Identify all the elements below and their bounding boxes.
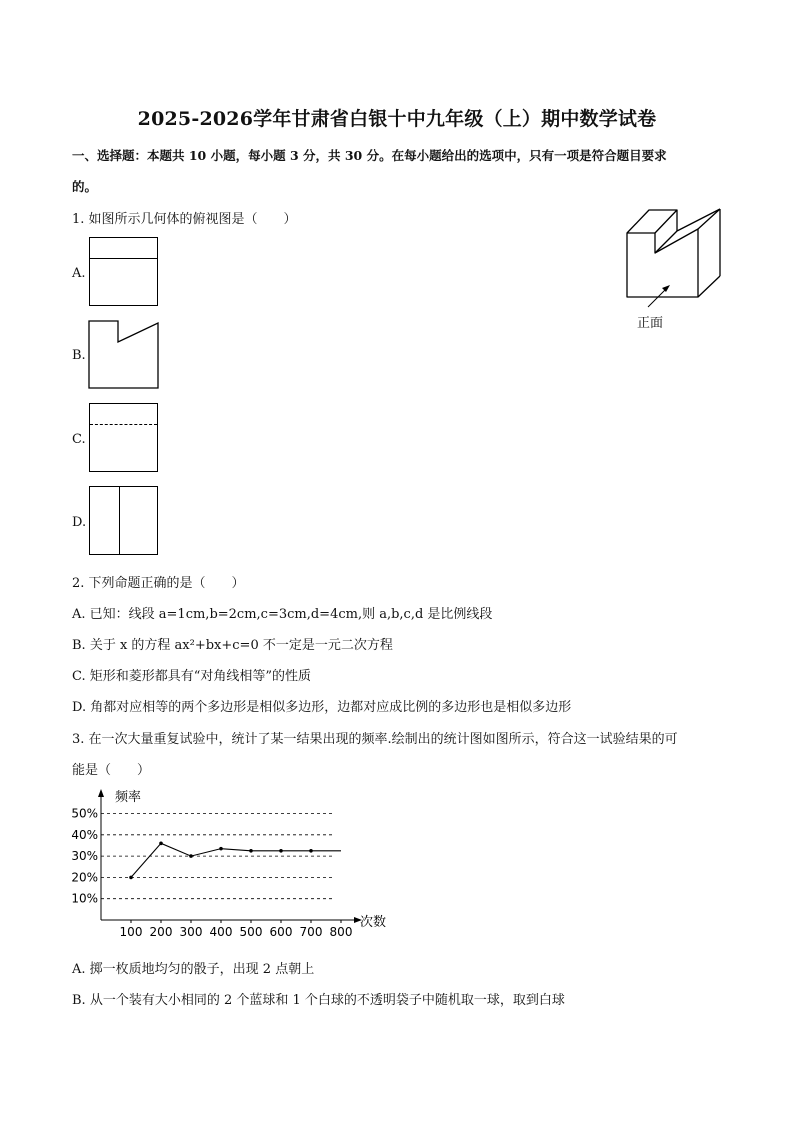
q1-option-a-label[interactable]: A. <box>72 266 86 281</box>
q1-option-b-label[interactable]: B. <box>72 348 86 363</box>
q2-stem: 2. 下列命题正确的是（ ） <box>72 576 245 591</box>
q3-option-a[interactable]: A. 掷一枚质地均匀的骰子，出现 2 点朝上 <box>72 962 315 977</box>
x-tick-label: 600 <box>269 925 293 939</box>
q1-figure-caption: 正面 <box>637 316 664 331</box>
x-tick-label: 400 <box>209 925 233 939</box>
q1-option-a-figure[interactable] <box>89 237 158 306</box>
y-axis-label: 频率 <box>115 790 142 805</box>
q2-option-a[interactable]: A. 已知：线段 a=1cm,b=2cm,c=3cm,d=4cm,则 a,b,c,d 是比例线段 <box>72 607 493 622</box>
data-point <box>279 849 283 853</box>
q1-option-d-label[interactable]: D. <box>72 515 87 530</box>
data-point <box>129 876 133 880</box>
section-heading-line1: 一、选择题：本题共 10 小题，每小题 3 分，共 30 分。在每小题给出的选项中，只有一项是符合题目要求 <box>72 148 667 163</box>
data-point <box>249 849 253 853</box>
q1-option-c-figure[interactable] <box>89 403 158 472</box>
y-tick-label: 30% <box>71 849 98 864</box>
x-tick-label: 100 <box>119 925 143 939</box>
q1-option-d-figure[interactable] <box>89 486 158 555</box>
series-line <box>131 843 341 877</box>
y-tick-label: 10% <box>71 891 98 906</box>
y-tick-label: 20% <box>71 870 98 885</box>
x-tick-label: 800 <box>329 925 353 939</box>
q1-option-b-figure[interactable] <box>88 320 160 390</box>
y-tick-label: 50% <box>71 806 98 821</box>
q1-option-c-dashed-line <box>90 424 157 425</box>
x-tick-label: 200 <box>149 925 173 939</box>
x-tick-label: 500 <box>239 925 263 939</box>
q3-stem-line1: 3. 在一次大量重复试验中，统计了某一结果出现的频率.绘制出的统计图如图所示，符合这一试验结果的可 <box>72 732 678 747</box>
page-title: 2025-2026学年甘肃省白银十中九年级（上）期中数学试卷 <box>137 108 657 130</box>
y-axis-arrow <box>98 789 104 797</box>
q2-option-b[interactable]: B. 关于 x 的方程 ax²+bx+c=0 不一定是一元二次方程 <box>72 638 393 653</box>
q3-option-b[interactable]: B. 从一个装有大小相同的 2 个蓝球和 1 个白球的不透明袋子中随机取一球，取到白球 <box>72 993 565 1008</box>
q1-option-c-label[interactable]: C. <box>72 432 86 447</box>
data-point <box>159 842 163 846</box>
data-point <box>309 849 313 853</box>
data-point <box>189 854 193 858</box>
q1-option-d-line <box>119 487 120 554</box>
q2-option-c[interactable]: C. 矩形和菱形都具有“对角线相等”的性质 <box>72 669 312 684</box>
q2-option-d[interactable]: D. 角都对应相等的两个多边形是相似多边形，边都对应成比例的多边形也是相似多边形 <box>72 700 572 715</box>
q1-option-a-line <box>90 258 157 259</box>
data-point <box>219 847 223 851</box>
y-tick-label: 40% <box>71 827 98 842</box>
x-tick-label: 300 <box>179 925 203 939</box>
q1-stem: 1. 如图所示几何体的俯视图是（ ） <box>72 212 297 227</box>
q3-frequency-chart <box>66 785 396 945</box>
section-heading-line2: 的。 <box>72 179 98 194</box>
q3-stem-line2: 能是（ ） <box>72 763 151 778</box>
x-tick-label: 700 <box>299 925 323 939</box>
x-axis-label: 次数 <box>360 915 387 930</box>
